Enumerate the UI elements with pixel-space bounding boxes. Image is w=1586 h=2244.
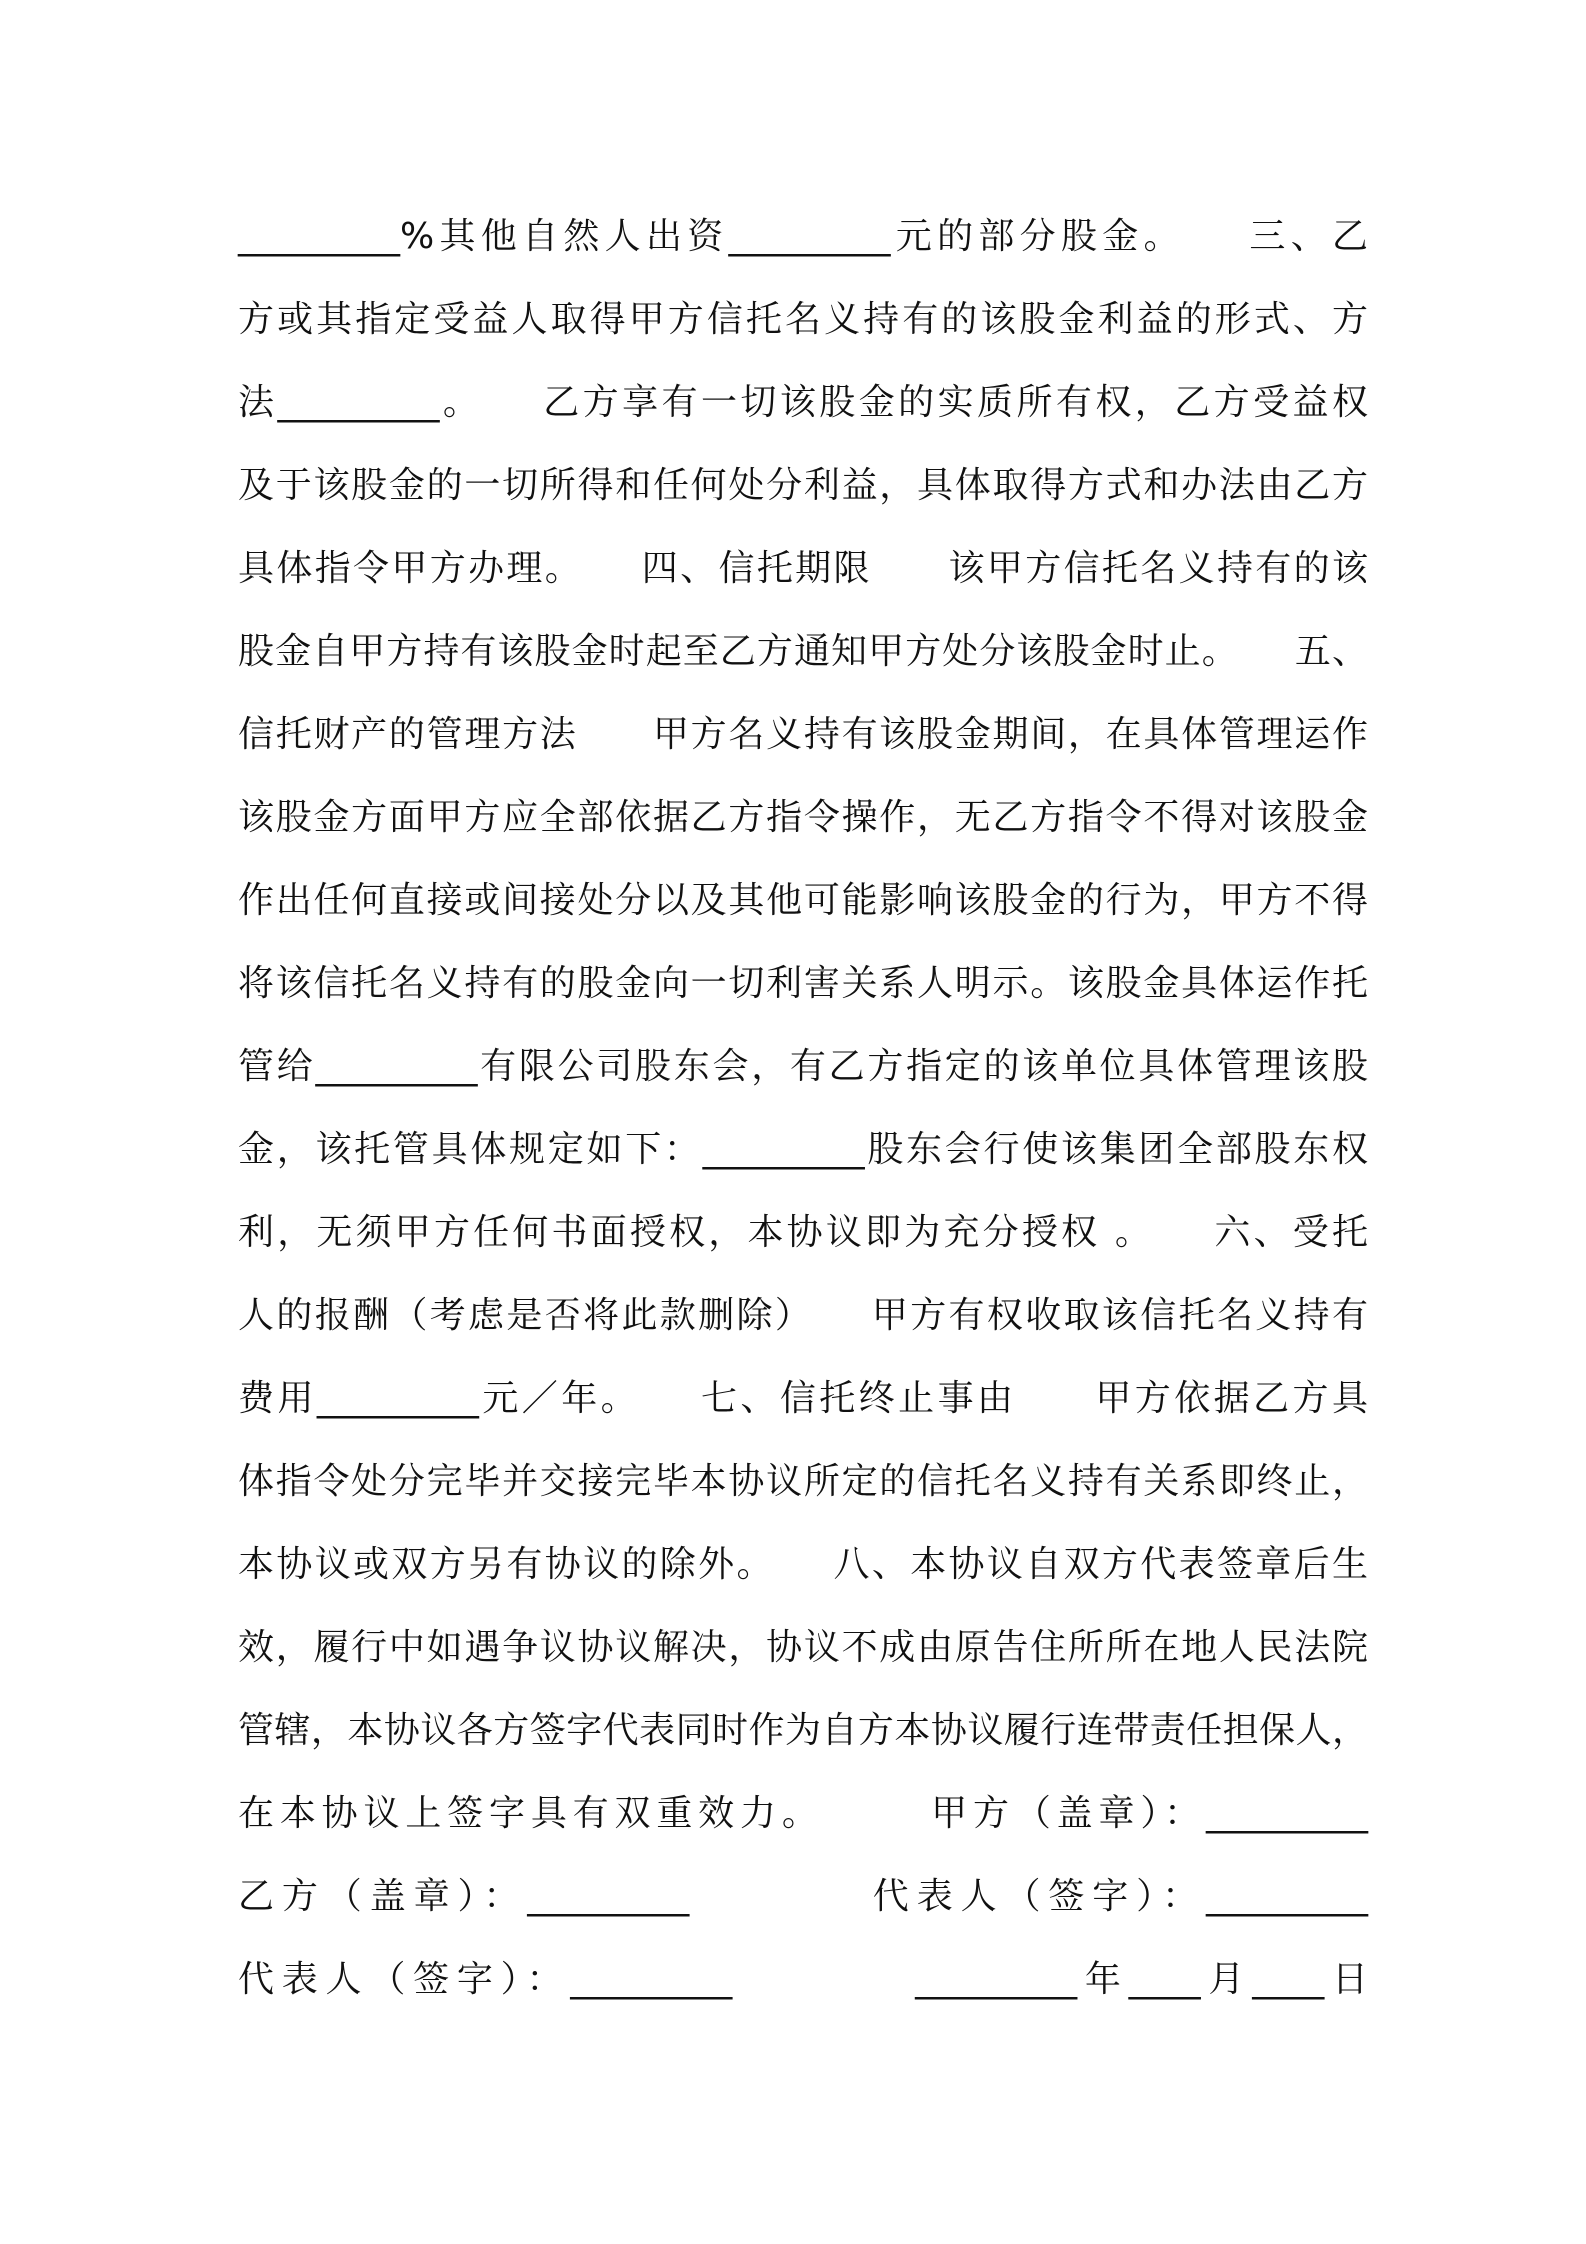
text-line: _________%其他自然人出资_________元的部分股金。 三、乙 [238, 216, 1368, 257]
text-line: 方或其指定受益人取得甲方信托名义持有的该股金利益的形式、方 [238, 299, 1368, 340]
signature-line-party-b: 乙方（盖章）：_________ 代表人（签字）：_________ [238, 1876, 1368, 1917]
text-line: 具体指令甲方办理。 四、信托期限 该甲方信托名义持有的该 [238, 548, 1368, 589]
text-line: 信托财产的管理方法 甲方名义持有该股金期间，在具体管理运作 [238, 714, 1368, 755]
text-line: 管给_________有限公司股东会，有乙方指定的该单位具体管理该股 [238, 1046, 1368, 1087]
text-line: 费用_________元／年。 七、信托终止事由 甲方依据乙方具 [238, 1378, 1368, 1419]
text-line: 该股金方面甲方应全部依据乙方指令操作，无乙方指令不得对该股金 [238, 797, 1368, 838]
text-line: 人的报酬（考虑是否将此款删除） 甲方有权收取该信托名义持有 [238, 1295, 1368, 1336]
signature-line-date: 代表人（签字）：_________ _________年____月____日 [238, 1959, 1368, 2000]
text-line: 金，该托管具体规定如下：_________股东会行使该集团全部股东权 [238, 1129, 1368, 1170]
contract-body-text [238, 195, 1368, 2021]
text-line: 体指令处分完毕并交接完毕本协议所定的信托名义持有关系即终止， [238, 1461, 1368, 1502]
text-line: 股金自甲方持有该股金时起至乙方通知甲方处分该股金时止。 五、 [238, 631, 1368, 672]
text-line: 将该信托名义持有的股金向一切利害关系人明示。该股金具体运作托 [238, 963, 1368, 1004]
text-line: 本协议或双方另有协议的除外。 八、本协议自双方代表签章后生 [238, 1544, 1368, 1585]
text-line: 管辖，本协议各方签字代表同时作为自方本协议履行连带责任担保人， [238, 1710, 1368, 1751]
signature-line-party-a: 在本协议上签字具有双重效力。 甲方（盖章）：_________ [238, 1793, 1368, 1834]
text-line: 效，履行中如遇争议协议解决，协议不成由原告住所所在地人民法院 [238, 1627, 1368, 1668]
text-line: 作出任何直接或间接处分以及其他可能影响该股金的行为，甲方不得 [238, 880, 1368, 921]
text-line: 及于该股金的一切所得和任何处分利益，具体取得方式和办法由乙方 [238, 465, 1368, 506]
text-line: 法_________。 乙方享有一切该股金的实质所有权，乙方受益权 [238, 382, 1368, 423]
text-line: 利，无须甲方任何书面授权，本协议即为充分授权 。 六、受托 [238, 1212, 1368, 1253]
